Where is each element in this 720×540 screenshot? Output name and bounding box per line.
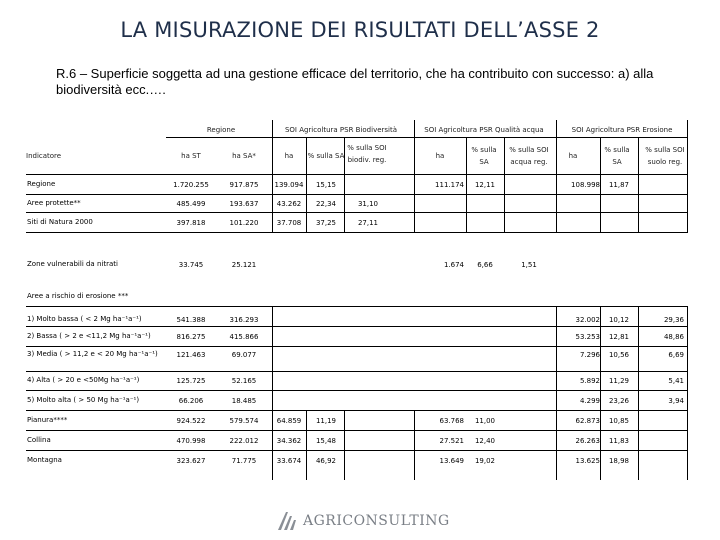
table-cell: 11,00 — [474, 417, 496, 425]
row-label: Aree protette** — [27, 199, 81, 207]
grid-line — [466, 137, 467, 232]
table-cell: 22,34 — [315, 200, 337, 208]
grid-line — [166, 137, 688, 138]
table-cell: 11,19 — [315, 417, 337, 425]
table-cell: 12,11 — [474, 181, 496, 189]
table-cell: 13.625 — [575, 457, 600, 465]
grid-line — [272, 306, 273, 480]
table-cell: 18,98 — [608, 457, 630, 465]
table-cell: 193.637 — [229, 200, 259, 208]
table-cell: 10,56 — [608, 351, 630, 359]
table-cell: 15,48 — [315, 437, 337, 445]
table-cell: 29,36 — [663, 316, 684, 324]
table-cell: 6,66 — [477, 261, 493, 269]
grid-line — [26, 430, 688, 431]
row-label: 3) Media ( > 11,2 e < 20 Mg ha⁻¹a⁻¹) — [27, 350, 158, 358]
table-cell: 19,02 — [474, 457, 496, 465]
table-cell: 53.253 — [575, 333, 600, 341]
grid-line — [600, 306, 601, 480]
table-cell: 316.293 — [229, 316, 259, 324]
table-cell: 18.485 — [231, 397, 257, 405]
col-header-erosione-pct-sa: % sulla SA — [604, 146, 630, 166]
grid-line — [344, 410, 345, 480]
col-header-ha-st: ha ST — [181, 152, 201, 160]
group-header-erosione: SOI Agricoltura PSR Erosione — [571, 126, 673, 134]
table-cell: 33.745 — [178, 261, 204, 269]
row-label: Collina — [27, 436, 51, 444]
row-label: 4) Alta ( > 20 e <50Mg ha⁻¹a⁻¹) — [27, 376, 140, 384]
grid-line — [687, 120, 688, 232]
col-header-bio-pct-soi: % sulla SOI biodiv. reg. — [347, 144, 387, 164]
table-cell: 37,25 — [315, 219, 337, 227]
table-cell: 485.499 — [176, 200, 206, 208]
table-cell: 34.362 — [276, 437, 302, 445]
table-cell: 5,41 — [668, 377, 684, 385]
grid-line — [306, 137, 307, 232]
table-cell: 101.220 — [229, 219, 259, 227]
grid-line — [556, 306, 557, 480]
grid-line — [638, 137, 639, 232]
grid-line — [344, 137, 345, 232]
table-cell: 64.859 — [276, 417, 302, 425]
table-cell: 27.521 — [439, 437, 464, 445]
col-header-acqua-ha: ha — [435, 152, 445, 160]
col-header-bio-pct-sa: % sulla SA — [307, 152, 345, 160]
grid-line — [26, 194, 688, 195]
table-cell: 26.263 — [575, 437, 600, 445]
agriconsulting-logo — [275, 506, 475, 534]
table-cell: 12,40 — [474, 437, 496, 445]
table-cell: 15,15 — [315, 181, 337, 189]
table-cell: 222.012 — [229, 437, 259, 445]
table-cell: 27,11 — [357, 219, 379, 227]
table-cell: 32.002 — [575, 316, 600, 324]
table-cell: 10,85 — [608, 417, 630, 425]
table-cell: 121.463 — [176, 351, 206, 359]
section-label-erosione: Aree a rischio di erosione *** — [27, 292, 129, 300]
row-label: 2) Bassa ( > 2 e <11,2 Mg ha⁻¹a⁻¹) — [27, 332, 151, 340]
table-cell: 6,69 — [668, 351, 684, 359]
grid-line — [504, 137, 505, 232]
table-cell: 48,86 — [663, 333, 684, 341]
table-cell: 397.818 — [176, 219, 206, 227]
table-cell: 46,92 — [315, 457, 337, 465]
results-table — [26, 120, 688, 480]
row-label: Regione — [27, 180, 56, 188]
table-cell: 1,51 — [521, 261, 537, 269]
table-cell: 25.121 — [231, 261, 257, 269]
table-cell: 52.165 — [231, 377, 257, 385]
table-cell: 5.892 — [579, 377, 600, 385]
grid-line — [26, 174, 688, 175]
grid-line — [26, 326, 688, 327]
agriconsulting-logo-icon — [275, 508, 301, 534]
table-cell: 10,12 — [608, 316, 630, 324]
col-header-acqua-pct-sa: % sulla SA — [471, 146, 497, 166]
grid-line — [26, 346, 688, 347]
grid-line — [272, 120, 273, 232]
grid-line — [306, 410, 307, 480]
table-cell: 63.768 — [439, 417, 464, 425]
grid-line — [638, 306, 639, 480]
row-label: Pianura**** — [27, 416, 68, 424]
table-cell: 37.708 — [276, 219, 302, 227]
row-label: 5) Molto alta ( > 50 Mg ha⁻¹a⁻¹) — [27, 396, 140, 404]
group-header-biodiversita: SOI Agricoltura PSR Biodiversità — [284, 126, 398, 134]
table-cell: 816.275 — [176, 333, 206, 341]
table-cell: 125.725 — [176, 377, 206, 385]
col-header-indicatore: Indicatore — [26, 152, 62, 160]
table-cell: 579.574 — [229, 417, 259, 425]
table-cell: 23,26 — [608, 397, 630, 405]
table-cell: 33.674 — [276, 457, 302, 465]
table-cell: 470.998 — [176, 437, 206, 445]
table-cell: 71.775 — [231, 457, 257, 465]
col-header-ha-sa: ha SA* — [232, 152, 256, 160]
table-cell: 43.262 — [276, 200, 302, 208]
grid-line — [26, 450, 688, 451]
table-cell: 62.873 — [575, 417, 600, 425]
grid-line — [414, 410, 415, 480]
col-header-erosione-ha: ha — [568, 152, 578, 160]
page-subtitle: R.6 – Superficie soggetta ad una gestione efficace del territorio, che ha contribuito con successo: a) alla biodiversità ecc.…. — [56, 66, 654, 97]
page-title: LA MISURAZIONE DEI RISULTATI DELL’ASSE 2 — [120, 18, 600, 42]
grid-line — [26, 232, 688, 233]
table-cell: 13.649 — [439, 457, 464, 465]
table-cell: 1.720.255 — [173, 181, 209, 189]
table-cell: 139.094 — [274, 181, 304, 189]
table-cell: 415.866 — [229, 333, 259, 341]
table-cell: 1.674 — [443, 261, 464, 269]
table-cell: 917.875 — [229, 181, 259, 189]
table-cell: 924.522 — [176, 417, 206, 425]
row-label: 1) Molto bassa ( < 2 Mg ha⁻¹a⁻¹) — [27, 315, 142, 323]
table-cell: 11,83 — [608, 437, 630, 445]
row-label: Zone vulnerabili da nitrati — [27, 260, 118, 268]
table-cell: 12,81 — [608, 333, 630, 341]
col-header-erosione-pct-soi: % sulla SOI suolo reg. — [645, 146, 685, 166]
table-cell: 66.206 — [178, 397, 204, 405]
grid-line — [687, 306, 688, 480]
table-cell: 11,87 — [608, 181, 630, 189]
group-header-regione: Regione — [206, 126, 236, 134]
table-cell: 541.388 — [176, 316, 206, 324]
table-cell: 108.998 — [571, 181, 600, 189]
grid-line — [600, 137, 601, 232]
table-cell: 69.077 — [231, 351, 257, 359]
table-cell: 11,29 — [608, 377, 630, 385]
table-cell: 3,94 — [668, 397, 684, 405]
grid-line — [26, 306, 688, 307]
col-header-acqua-pct-soi: % sulla SOI acqua reg. — [509, 146, 549, 166]
table-cell: 7.296 — [579, 351, 600, 359]
table-cell: 323.627 — [176, 457, 206, 465]
grid-line — [26, 212, 688, 213]
group-header-qualita-acqua: SOI Agricoltura PSR Qualità acqua — [424, 126, 544, 134]
row-label: Montagna — [27, 456, 62, 464]
table-cell: 111.174 — [435, 181, 464, 189]
col-header-bio-ha: ha — [284, 152, 294, 160]
grid-line — [414, 120, 415, 232]
grid-line — [26, 390, 688, 391]
grid-line — [26, 410, 688, 411]
grid-line — [26, 371, 688, 372]
grid-line — [556, 120, 557, 232]
table-cell: 31,10 — [357, 200, 379, 208]
table-cell: 4.299 — [579, 397, 600, 405]
row-label: Siti di Natura 2000 — [27, 218, 93, 226]
logo-text: AGRICONSULTING — [303, 513, 450, 529]
